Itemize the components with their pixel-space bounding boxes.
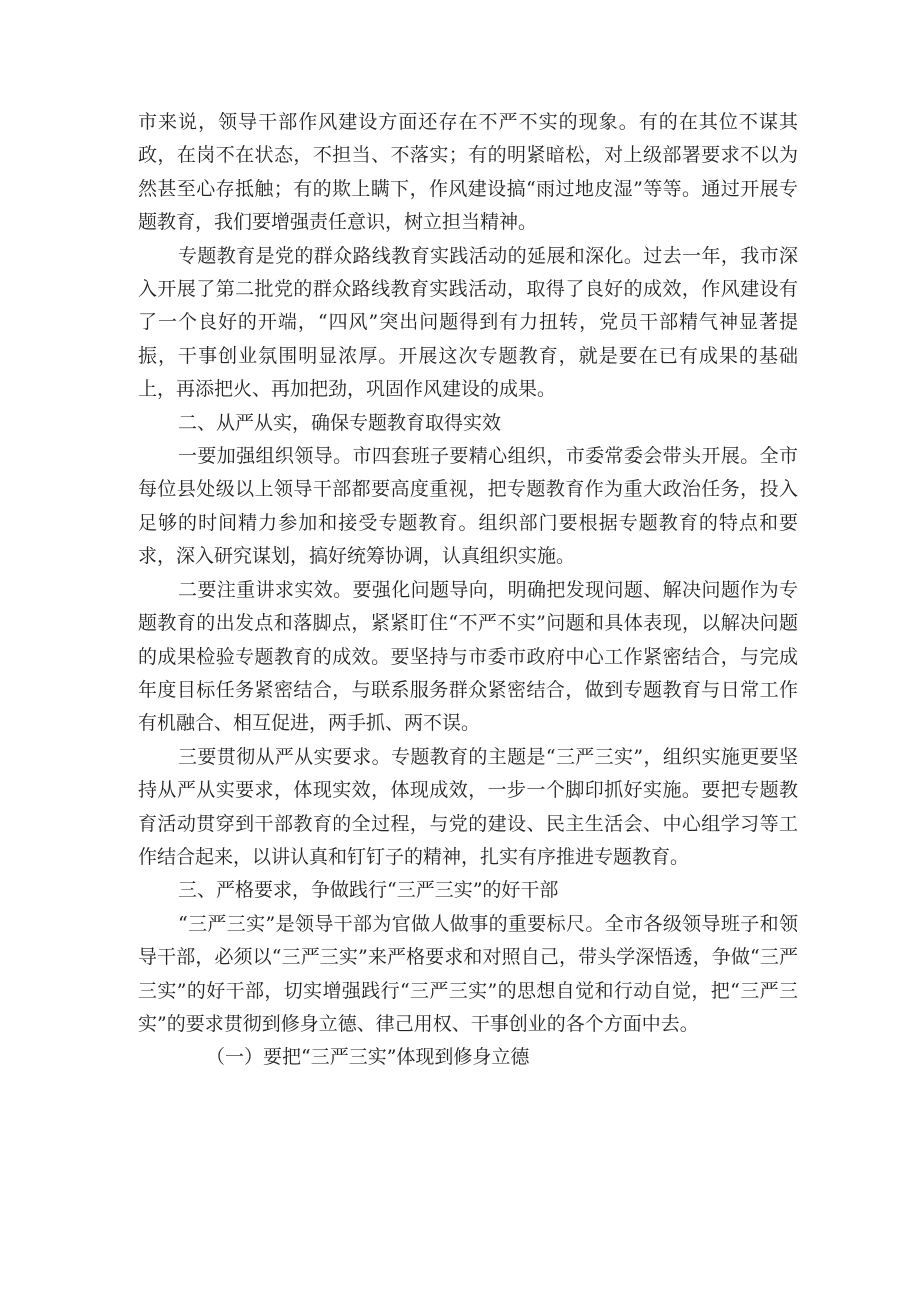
- subsection-heading-1: （一）要把“三严三实”体现到修身立德: [206, 1046, 530, 1069]
- section-heading-3: 三、严格要求，争做践行“三严三实”的好干部: [178, 879, 559, 902]
- paragraph-special-education-extension: 专题教育是党的群众路线教育实践活动的延展和深化。过去一年，我市深入开展了第二批党的群众路线教育实践活动，取得了良好的成效，作风建设有了一个良好的开端，“四风”突出问题得到有力扭转，党员干部精气神显著提振，干事创业氛围明显浓厚。开展这次专题教育，就是要在已有成果的基础上，再添把火、再加把劲，巩固作风建设的成果。: [138, 244, 798, 401]
- document-body: [138, 106, 798, 1075]
- paragraph-three-stricts: “三严三实”是领导干部为官做人做事的重要标尺。全市各级领导班子和领导干部，必须以“三严三实”来严格要求和对照自己，带头学深悟透，争做“三严三实”的好干部，切实增强践行“三严三实”的思想自觉和行动自觉，把“三严三实”的要求贯彻到修身立德、律己用权、干事创业的各个方面中去。: [138, 912, 798, 1035]
- paragraph-strict-requirements: 三要贯彻从严从实要求。专题教育的主题是“三严三实”，组织实施更要坚持从严从实要求，体现实效，体现成效，一步一个脚印抓好实施。要把专题教育活动贯穿到干部教育的全过程，与党的建设、民主生活会、中心组学习等工作结合起来，以讲认真和钉钉子的精神，扎实有序推进专题教育。: [138, 745, 798, 868]
- section-heading-2: 二、从严从实，确保专题教育取得实效: [178, 411, 502, 434]
- paragraph-continuation: 市来说，领导干部作风建设方面还存在不严不实的现象。有的在其位不谋其政，在岗不在状态，不担当、不落实；有的明紧暗松，对上级部署要求不以为然甚至心存抵触；有的欺上瞒下，作风建设搞“雨过地皮湿”等等。通过开展专题教育，我们要增强责任意识，树立担当精神。: [138, 111, 798, 234]
- paragraph-organization-leadership: 一要加强组织领导。市四套班子要精心组织，市委常委会带头开展。全市每位县处级以上领导干部都要高度重视，把专题教育作为重大政治任务，投入足够的时间精力参加和接受专题教育。组织部门要根据专题教育的特点和要求，深入研究谋划，搞好统筹协调，认真组织实施。: [138, 445, 798, 568]
- paragraph-practical-effect: 二要注重讲求实效。要强化问题导向，明确把发现问题、解决问题作为专题教育的出发点和落脚点，紧紧盯住“不严不实”问题和具体表现，以解决问题的成果检验专题教育的成效。要坚持与市委市政府中心工作紧密结合，与完成年度目标任务紧密结合，与联系服务群众紧密结合，做到专题教育与日常工作有机融合、相互促进，两手抓、两不误。: [138, 578, 798, 735]
